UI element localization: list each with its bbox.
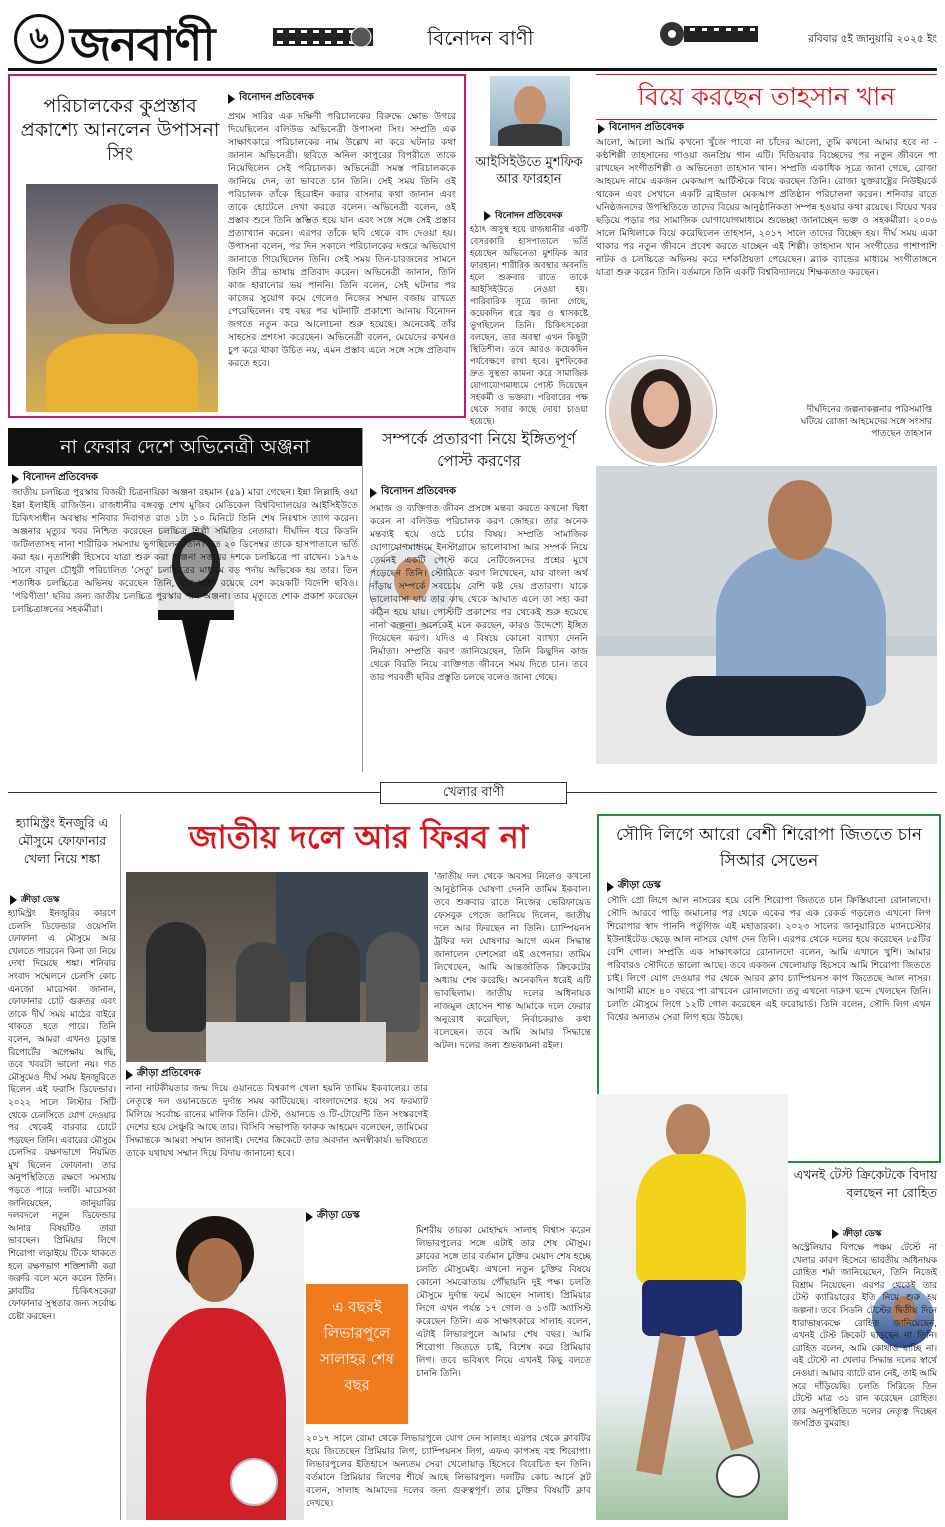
face-shape bbox=[666, 1104, 710, 1158]
byline-marker-icon bbox=[306, 1212, 313, 1222]
article-headline: না ফেরার দেশে অভিনেত্রী অঞ্জনা bbox=[8, 428, 362, 466]
article-headline: আইসিইউতে মুশফিক আর ফারহান bbox=[475, 155, 583, 187]
shorts-shape bbox=[642, 1280, 742, 1336]
article-anjana bbox=[8, 428, 363, 772]
article-body: অস্ট্রেলিয়ার বিপক্ষে পঞ্চম টেস্টে না খেলার কারণ হিসেবে ভারতীয় অধিনায়ক রোহিত শর্মা জানিয়েছেন, তিনি নিজেই বিশ্রাম নিয়েছেন। এরপর থেকেই তার টেস্ট ক্যারিয়ারের ইতি নিয়ে শুরু হয় জল্পনা। তবে সিডনি টেস্টের দ্বিতীয় দিনে ধারাভাষ্যকক্ষে রোহিত জানিয়েছেন, এখনই টেস্ট ক্রিকেট ছাড়ছেন না তিনি। রোহিত বলেন, আমি কোথাও যাচ্ছি না। এই টেস্টে না খেলার সিদ্ধান্ত দলের স্বার্থে নেওয়া। আমার ব্যাটে রান নেই, তাই আমি সরে দাঁড়িয়েছি। চলতি সিরিজে তিন টেস্টে মাত্র ৩১ রান করেছেন রোহিত। তার অনুপস্থিতিতে দলের নেতৃত্ব দিচ্ছেন জসপ্রিত বুমরাহ। bbox=[792, 1243, 937, 1430]
person-shape bbox=[306, 932, 360, 1032]
article-byline: ক্রীড়া ডেস্ক bbox=[10, 892, 59, 907]
article-body: হঠাৎ অসুস্থ হয়ে রাজধানীর একটি বেসরকারি হাসপাতালে ভর্তি হয়েছেন অভিনেতা মুশফিক আর ফারহান। শারীরিক অবস্থার অবনতি হলে শুক্রবার রাতে তাকে আইসিইউতে নেওয়া হয়। পারিবারিক সূত্রে জানা গেছে, কয়েকদিন ধরে জ্বর ও শ্বাসকষ্টে ভুগছিলেন তিনি। চিকিৎসকেরা বলছেন, তার অবস্থা এখন কিছুটা স্থিতিশীল। তবে আরও কয়েকদিন পর্যবেক্ষণে রাখা হবে। মুশফিকের দ্রুত সুস্থতা কামনা করে সামাজিক যোগাযোগমাধ্যমে পোস্ট দিয়েছেন সহকর্মী ও ভক্তরা। পরিবারের পক্ষ থেকে সবার কাছে দোয়া চাওয়া হয়েছে। bbox=[470, 225, 588, 427]
football-icon bbox=[716, 1454, 760, 1498]
article-byline: ক্রীড়া ডেস্ক bbox=[832, 1226, 881, 1241]
article-body: জাতীয় চলচ্চিত্র পুরস্কার বিজয়ী চিত্রনায়িকা অঞ্জনা রহমান (৫৯) মারা গেছেন। ইন্না লিল্লাহি ওয়া ইন্না ইলাইহি রাজিউন। রাজধানীর বঙ্গবন্ধু শেখ মুজিব মেডিকেল বিশ্ববিদ্যালয়ের আইসিইউতে চিকিৎসাধীন অবস্থায় শনিবার দিবাগত রাত ১টা ১০ মিনিটে তিনি শেষ নিঃশ্বাস ত্যাগ করেন। অঞ্জনার মৃত্যুর খবর নিশ্চিত করেছেন চলচ্চিত্র শিল্পী সমিতির নেতারা। দীর্ঘদিন ধরে কিডনি জটিলতাসহ নানা শারীরিক সমস্যায় ভুগছিলেন তিনি। গত ২০ ডিসেম্বর তাকে হাসপাতালে ভর্তি করা হয়। নৃত্যশিল্পী হিসেবে যাত্রা শুরু করা অঞ্জনা সত্তরের দশকে চলচ্চিত্রে পা রাখেন। ১৯৭৬ সালে বাবুল চৌধুরী পরিচালিত 'সেতু' চলচ্চিত্রের মাধ্যমে বড় পর্দায় অভিষেক হয় তার। তিন শতাধিক চলচ্চিত্রে অভিনয় করেছেন তিনি, যার মধ্যে রয়েছে বেশ কয়েকটি বিদেশি ছবিও। 'পরিণীতা' ছবির জন্য জাতীয় চলচ্চিত্র পুরস্কার পান অঞ্জনা। তার মৃত্যুতে শোক প্রকাশ করেছেন চলচ্চিত্রাঙ্গনের সহকর্মীরা। bbox=[12, 487, 358, 615]
article-byline: বিনোদন প্রতিবেদক bbox=[598, 120, 684, 137]
outfit-shape bbox=[498, 124, 562, 146]
byline-marker-icon bbox=[832, 1229, 839, 1239]
article-body: সমাজ ও ব্যক্তিগত জীবন প্রসঙ্গে মন্তব্য করতে কখনো দ্বিধা করেন না বলিউড পরিচালক করণ জোহর। তার অনেক মন্তব্যই হয়ে ওঠে চর্চার বিষয়। সম্প্রতি সামাজিক যোগাযোগমাধ্যমে ইনস্টাগ্রামে ভালোবাসা আর সম্পর্ক নিয়ে তেমনই একটি পোস্ট করে নেটিজেনদের প্রশ্নের মুখে পড়েছেন তিনি। স্টোরিতে করণ লিখেছেন, যার বাংলা অর্থ দাঁড়ায় সম্পর্কে সবচেয়ে বেশি কষ্ট দেয় প্রতারণা। যাকে ভালোবাসা যায় তার কাছ থেকে আঘাত এলে তা সহ্য করা কঠিন হয়ে যায়। পোস্টটি প্রকাশের পর থেকেই শুরু হয়েছে নানা জল্পনা। অনেকেই মনে করছেন, কারও উদ্দেশ্যে ইঙ্গিত দিয়েছেন করণ। যদিও এ বিষয়ে কোনো ব্যাখ্যা দেননি নির্মাতা। সম্প্রতি করণ জানিয়েছেন, তিনি কিছুদিন কাজ থেকে বিরতি নিয়ে ব্যক্তিগত জীবনে সময় দিতে চান। তবে তার পরবর্তী ছবির প্রস্তুতি চলছে বলেও জানা গেছে। bbox=[370, 503, 588, 683]
byline-marker-icon bbox=[484, 211, 491, 221]
article-body-col2: ২০১৭ সালে রোমা থেকে লিভারপুলে যোগ দেন সালাহ। এরপর থেকে ক্লাবটির হয়ে জিতেছেন প্রিমিয়ার লিগ, চ্যাম্পিয়নস লিগ, এফএ কাপসহ বহু শিরোপা। লিভারপুলের ইতিহাসে অন্যতম সেরা খেলোয়াড় হিসেবে বিবেচিত হন তিনি। বর্তমানে প্রিমিয়ার লিগের শীর্ষে আছে লিভারপুল। দলটির কোচ আর্নে স্লট বলেন, সালাহ আমাদের দলের জন্য গুরুত্বপূর্ণ। তার চুক্তির বিষয়টি ক্লাব দেখছে। bbox=[306, 1433, 591, 1509]
tamim-team-photo bbox=[126, 872, 428, 1062]
article-headline: এ বছরই লিভারপুলে সালাহর শেষ বছর bbox=[320, 1298, 394, 1394]
article-headline: এখনই টেস্ট ক্রিকেটকে বিদায় বলছেন না রোহিত bbox=[793, 1167, 937, 1200]
byline-marker-icon bbox=[126, 1070, 133, 1080]
face-shape bbox=[768, 480, 832, 560]
section-title: বিনোদন বাণী bbox=[427, 26, 534, 50]
film-strip-icon bbox=[273, 24, 373, 50]
leg-shape bbox=[636, 1333, 686, 1475]
article-body: হ্যামিস্ট্রং ইনজুরির কারণে চেলসি ডিফেন্ডার ওয়েসলি ফোফানা এ মৌসুমে আর খেলতে পারবেন কিনা তা নিয়ে দেখা দিয়েছে শঙ্কা। শনিবার সংবাদ সম্মেলনে চেলসি কোচ এনজো মারেসকা জানান, ফোফানার চোট গুরুতর এবং তাকে দীর্ঘ সময় মাঠের বাইরে থাকতে হতে পারে। তিনি বলেন, আমরা এখনও চূড়ান্ত রিপোর্টের অপেক্ষায় আছি, তবে খবরটা ভালো নয়। গত মৌসুমেও দীর্ঘ সময় ইনজুরিতে ছিলেন এই ফরাসি ডিফেন্ডার। ২০২২ সালে লিস্টার সিটি থেকে চেলসিতে যোগ দেওয়ার পর থেকেই বারবার চোটে পড়ছেন তিনি। এবারের মৌসুমে চেলসির রক্ষণভাগে নিয়মিত মুখ ছিলেন ফোফানা। তার অনুপস্থিতিতে রক্ষণে সমস্যায় পড়তে পারে দলটি। মারেসকা জানিয়েছেন, জানুয়ারির দলবদলে নতুন ডিফেন্ডার আনার বিষয়টিও তারা ভাবছেন। প্রিমিয়ার লিগে শিরোপা লড়াইয়ে টিকে থাকতে হলে রক্ষণভাগ শক্তিশালী করা জরুরি বলে মনে করেন তিনি। ক্লাবটির চিকিৎসকেরা ফোফানার সুস্থতার জন্য সর্বোচ্চ চেষ্টা করছেন। bbox=[8, 909, 116, 1322]
article-body: আলো, আলো আমি কখনো খুঁজে পাবো না চাঁদের আলো, তুমি কখনো আমার হবে না - কণ্ঠশিল্পী তাহসানের গাওয়া জনপ্রিয় গান এটি। দিতিয়বার বিচ্ছেদের পর নতুন জীবনে পা রাখছেন সংগীতশিল্পী ও অভিনেতা তাহসান খান। সম্প্রতি একাধিক সূত্রে জানা গেছে, রোজা আহমেদ নামে একজন মেকআপ আর্টিস্টকে বিয়ে করছেন তিনি। রোজা যুক্তরাষ্ট্রের নিউইয়র্কে থাকেন এবং সেখানে একটি ব্রাইডাল মেকআপ প্রতিষ্ঠান পরিচালনা করেন। শনিবার রাতে ঘনিষ্ঠজনদের উপস্থিতিতে তাদের বিয়ের আনুষ্ঠানিকতা সম্পন্ন হওয়ার কথা রয়েছে। বিয়ের খবর ছড়িয়ে পড়ার পর সামাজিক যোগাযোগমাধ্যমে শুভেচ্ছা জানাচ্ছেন ভক্ত ও সহকর্মীরা। ২০০৬ সালে মিথিলাকে বিয়ে করেছিলেন তাহসান, ২০১৭ সালে তাদের বিচ্ছেদ হয়। দীর্ঘ সময় একা থাকার পর নতুন জীবনে প্রবেশ করতে যাচ্ছেন এই শিল্পী। তাহসান খান সংগীতের পাশাপাশি নাটক ও চলচ্চিত্রে অভিনয় করে দর্শকপ্রিয়তা পেয়েছেন। ব্ল্যাক ব্যান্ডের মাধ্যমে সংগীতাঙ্গনে যাত্রা শুরু করেন তিনি। বর্তমানে তিনি একটি বিশ্ববিদ্যালয়ে শিক্ষকতাও করছেন। bbox=[596, 137, 937, 278]
face-shape bbox=[514, 86, 546, 126]
article-headline: বিয়ে করছেন তাহসান খান bbox=[596, 74, 937, 120]
roza-photo bbox=[606, 356, 716, 466]
issue-date: রবিবার ৫ই জানুয়ারি ২০২৫ ইং bbox=[808, 33, 937, 45]
article-headline: সম্পর্কে প্রতারণা নিয়ে ইঙ্গিতপূর্ণ পোস্ট করণের bbox=[382, 430, 576, 470]
article-fofana bbox=[8, 814, 121, 1520]
leg-shape bbox=[694, 1329, 754, 1451]
article-body: সৌদি প্রো লিগে আল নাসরের হয়ে বেশি শিরোপা জিততে চান ক্রিস্তিয়ানো রোনালদো। সৌদি আরবে পাড়ি জমানোর পর থেকে একের পর এক রেকর্ড গড়লেও এখনো লিগ শিরোপার স্বাদ পাননি পর্তুগিজ এই মহাতারকা। ২০২৩ সালের জানুয়ারিতে ম্যানচেস্টার ইউনাইটেড ছেড়ে আল নাসরে যোগ দেন তিনি। এরপর থেকে দলের হয়ে করেছেন ৮৫টির বেশি গোল। সম্প্রতি এক সাক্ষাৎকারে রোনালদো বলেন, আমি এখানে খুশি। আমার পরিবারও সৌদিতে ভালো আছে। তবে একজন খেলোয়াড় হিসেবে আমি শিরোপা জিততে চাই। লিগে যোগ দেওয়ার পর থেকে আরব ক্লাব চ্যাম্পিয়নস কাপ জিতেছে আল নাসর। আগামী মাসে ৪০ বছরে পা রাখবেন রোনালদো। তবু এখনো দারুণ ছন্দে খেলছেন তিনি। চলতি মৌসুমে লিগে ১২টি গোল করেছেন এই ফরোয়ার্ড। তিনি বলেন, সৌদি লিগ এখন বিশ্বের অন্যতম সেরা লিগ হয়ে উঠছে। bbox=[607, 895, 931, 1023]
article-body-col1: 'জাতীয় দল থেকে অবসর নিলেও কখনো আনুষ্ঠানিক ঘোষণা দেননি তামিম ইকবাল। তবে শুক্রবার রাতে নিজের ভেরিফায়েড ফেসবুক পেজে জানিয়ে দিলেন, জাতীয় দলে আর ফিরছেন না তিনি। চ্যাম্পিয়নস ট্রফির দল ঘোষণার আগে এমন সিদ্ধান্ত জানালেন দেশসেরা এই ওপেনার। তামিম লিখেছেন, আমি আন্তর্জাতিক ক্রিকেটের অধ্যায় শেষ করেছি। অনেকদিন ধরেই এটি ভাবছিলাম। জাতীয় দলের অধিনায়ক নাজমুল হোসেন শান্ত আমাকে দলে ফেরার অনুরোধ করেছিল, নির্বাচকরাও কথা বলেছেন। তবে আমি আমার সিদ্ধান্তে অটল। দলের জন্য শুভকামনা রইল। bbox=[434, 871, 591, 1051]
outfit-shape bbox=[46, 334, 198, 412]
article-rohit bbox=[792, 1166, 937, 1520]
ronaldo-photo bbox=[596, 1094, 788, 1520]
person-shape bbox=[366, 932, 420, 1032]
article-salah bbox=[126, 1204, 591, 1520]
sports-section-title: খেলার বাণী bbox=[380, 782, 567, 804]
headline-box bbox=[306, 1284, 408, 1424]
jersey-shape bbox=[636, 1154, 746, 1284]
article-karan bbox=[368, 428, 590, 772]
photo-caption: দীর্ঘদিনের জল্পনাকল্পনার পরিসমাপ্তি ঘটিয়ে রোজা আহমেদের সঙ্গে সংসার পাতছেন তাহসান bbox=[800, 405, 932, 439]
face-shape bbox=[643, 381, 679, 427]
article-headline: পরিচালকের কুপ্রস্তাব প্রকাশ্যে আনলেন উপাসনা সিং bbox=[20, 95, 220, 165]
article-tamim bbox=[126, 814, 591, 1202]
article-headline: হ্যামিস্ট্রং ইনজুরি এ মৌসুমে ফোফানার খেলা নিয়ে শঙ্কা bbox=[15, 815, 109, 866]
article-headline: সৌদি লিগে আরো বেশী শিরোপা জিততে চান সিআর সেভেন bbox=[615, 825, 923, 871]
tahsan-photo bbox=[596, 466, 937, 764]
upasana-photo bbox=[26, 184, 218, 412]
page-number: ৬ bbox=[14, 14, 64, 64]
table-shape bbox=[206, 1022, 386, 1062]
article-mushfiq bbox=[470, 74, 588, 427]
salah-photo bbox=[126, 1208, 304, 1520]
byline-marker-icon bbox=[370, 488, 377, 498]
article-upasana bbox=[8, 74, 466, 418]
trousers-shape bbox=[666, 676, 866, 736]
hair-shape bbox=[70, 204, 174, 324]
article-headline: জাতীয় দলে আর ফিরব না bbox=[188, 818, 529, 856]
byline-marker-icon bbox=[12, 474, 19, 484]
face-shape bbox=[188, 1238, 242, 1302]
film-reel-icon bbox=[658, 20, 758, 48]
football-icon bbox=[230, 1458, 278, 1506]
byline-marker-icon bbox=[607, 882, 614, 892]
article-body: প্রথম সারির এক দক্ষিণী পরিচালকের বিরুদ্ধে ক্ষোভ উগরে দিয়েছিলেন বলিউড অভিনেত্রী উপাসনা সিং। সম্প্রতি এক সাক্ষাৎকারে পরিচালকের নাম উল্লেখ না করে ঘটনার কথা জানান অভিনেত্রী। ছবিতে অনিল কাপুরের বিপরীতে তাকে নিয়েছিলেন সেই পরিচালক। অভিনেত্রী সমস্ত পরিচালককে জানিয়ে দেন, তা ভাবতে চান তিনি। সেই সময় তিনি ওই পরিচালক তাঁকে হিরোইন করার বাসনার কথা জানান এবং তাকে হোটেলে দেখা করতে বলেন। অভিনেত্রী বলেন, ওই প্রস্তাব শুনে তিনি স্তম্ভিত হয়ে যান এবং সঙ্গে সঙ্গে সেই প্রস্তাব প্রত্যাখ্যান করেন। এরপর তাঁকে ছবি থেকে বাদ দেওয়া হয়। উপাসনা বলেন, পর দিন সকালে পরিচালকের দপ্তরে অভিযোগ জানাতে গিয়েছিলেন তিনি। সেই সময় তিন-চারজনের সামনে তিনি তীব্র ভাষায় প্রতিবাদ করেন। অভিনেত্রী জানান, তিনি কাজ হারানোর ভয় পাননি। তিনি বলেন, সেই ঘটনার পর কাজের সুযোগ কমে গেলেও নিজের সম্মান বজায় রাখতে পেরেছিলেন। বহু বছর পর ঘটনাটি প্রকাশ্যে আনায় বিনোদন জগতে নতুন করে আলোচনা শুরু হয়েছে। অনেকেই তাঁর সাহসের প্রশংসা করেছেন। অভিনেত্রী বলেন, মেয়েদের কখনও চুপ করে থাকা উচিত নয়, এমন প্রস্তাব এলে সঙ্গে সঙ্গে প্রতিবাদ করতে হবে। bbox=[228, 111, 456, 369]
article-byline: বিনোদন প্রতিবেদক bbox=[370, 484, 456, 501]
article-body-col2: নানা নাটকীয়তার জন্ম দিয়ে ওয়ানডে বিশ্বকাপ খেলা হয়নি তামিম ইকবালের। তার নেতৃত্বে দল ওয়ানডেতে দুর্দান্ত সময় কাটিয়েছে। বাংলাদেশের হয়ে সব ফরম্যাট মিলিয়ে সর্বোচ্চ রানের মালিক তিনি। টেস্ট, ওয়ানডে ও টি-টোয়েন্টি তিন সংস্করণেই দেশের হয়ে সেঞ্চুরি আছে তার। বিসিবি সভাপতি ফারুক আহমেদ বলেছেন, তামিমের সিদ্ধান্তকে আমরা সম্মান জানাই। দেশের ক্রিকেটে তার অবদান অনস্বীকার্য। ভবিষ্যতে তাকে যথাযথ সম্মান দিয়ে বিদায় জানানো হবে। bbox=[126, 1083, 428, 1159]
newspaper-logo[interactable]: জনবাণী bbox=[70, 17, 215, 71]
person-shape bbox=[146, 922, 206, 1032]
article-byline: ক্রীড়া ডেস্ক bbox=[607, 878, 661, 895]
article-byline: ক্রীড়া ডেস্ক bbox=[306, 1208, 360, 1225]
article-body-col1: মিশরীয় তারকা মোহাম্মদ সালাহ বিশ্বাস করেন লিভারপুলের সঙ্গে এটাই তার শেষ মৌসুম। ক্লাবের সঙ্গে তার বর্তমান চুক্তির মেয়াদ শেষ হচ্ছে চলতি মৌসুমেই। এখনো নতুন চুক্তির বিষয়ে কোনো সমঝোতায় পৌঁছায়নি দুই পক্ষ। চলতি মৌসুমে দুর্দান্ত ফর্মে আছেন সালাহ। প্রিমিয়ার লিগে এখন পর্যন্ত ১৭ গোল ও ১৩টি অ্যাসিস্ট করেছেন তিনি। এক সাক্ষাৎকারে সালাহ বলেন, এটাই লিভারপুলে আমার শেষ বছর। আমি শিরোপা জিততে চাই, বিশেষ করে প্রিমিয়ার লিগ। তবে ভবিষ্যৎ নিয়ে এখনই কিছু বলতে চাননি তিনি। bbox=[416, 1225, 591, 1379]
article-tahsan bbox=[596, 74, 937, 764]
masthead bbox=[8, 6, 937, 71]
article-byline: বিনোদন প্রতিবেদক bbox=[484, 208, 562, 223]
byline-marker-icon bbox=[10, 895, 17, 905]
person-shape bbox=[236, 942, 290, 1032]
byline-marker-icon bbox=[228, 94, 235, 104]
byline-marker-icon bbox=[598, 124, 605, 134]
mushfiq-photo bbox=[490, 76, 570, 146]
article-byline: বিনোদন প্রতিবেদক bbox=[228, 90, 314, 107]
article-byline: বিনোদন প্রতিবেদক bbox=[12, 470, 98, 487]
article-byline: ক্রীড়া প্রতিবেদক bbox=[126, 1066, 201, 1083]
